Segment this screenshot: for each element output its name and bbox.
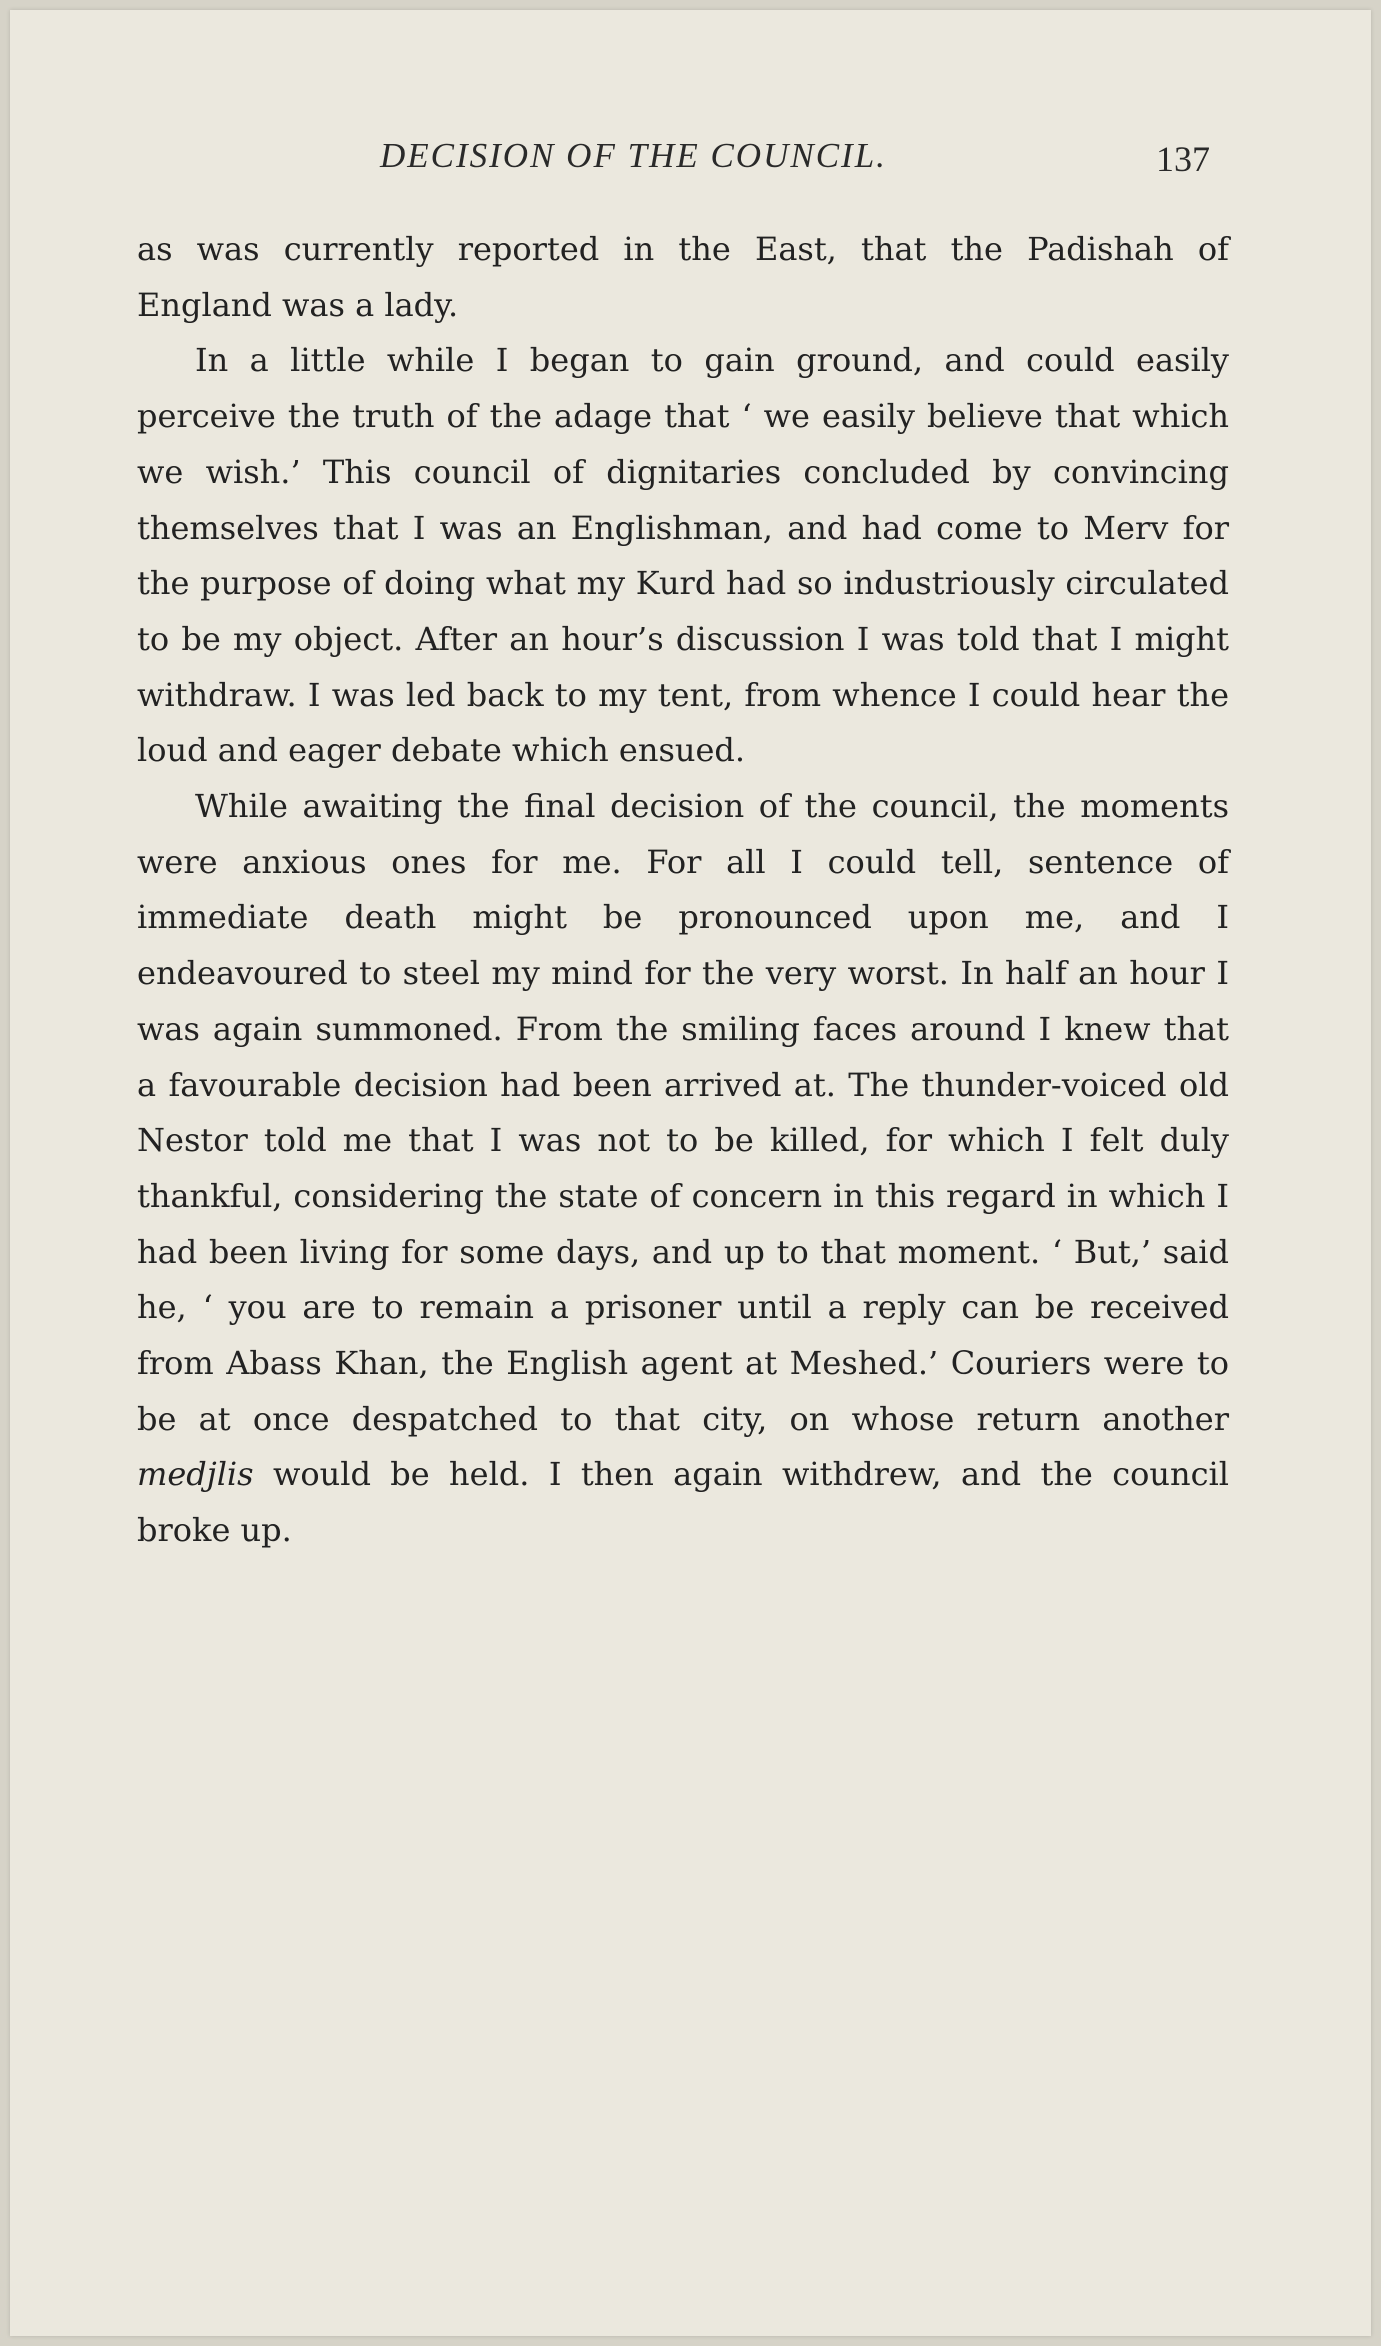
book-page [10,10,1371,2336]
italic-word-medjlis: medjlis [137,1455,254,1494]
body-text [137,222,1229,1559]
page-header [10,136,1371,186]
running-title: DECISION OF THE COUNCIL. [380,136,887,175]
paragraph-decision-text-after: would be held. I then again withdrew, and the council broke up. [137,1455,1230,1550]
paragraph-decision-text-before: While awaiting the final decision of the council, the moments were anxious ones for me. For all I could tell, sentence of immediate death might be pronounced upon me, and I endeavoured to steel my mind for the very worst. In half an hour I was again summoned. From the smiling faces around I knew that a favourable decision had been arrived at. The thunder-voiced old Nestor told me that I was not to be killed, for which I felt duly thankful, considering the state of concern in this regard in which I had been living for some days, and up to that moment. ‘ But,’ said he, ‘ you are to remain a prisoner until a reply can be received from Abass Khan, the English agent at Meshed.’ Couriers were to be at once despatched to that city, on whose return another [137,787,1229,1438]
paragraph-council-deliberation: In a little while I began to gain ground, and could easily perceive the truth of the adage that ‘ we easily believe that which we wish.’ This council of dignitaries concluded by convincing themselves that I was an Englishman, and had come to Merv for the purpose of doing what my Kurd had so industriously circulated to be my object. After an hour’s discussion I was told that I might withdraw. I was led back to my tent, from whence I could hear the loud and eager debate which ensued. [137,341,1229,770]
paragraph-decision [137,779,1229,1559]
paragraph-continuation: as was currently reported in the East, that the Padishah of England was a lady. [137,230,1229,324]
page-number: 137 [1156,139,1210,179]
